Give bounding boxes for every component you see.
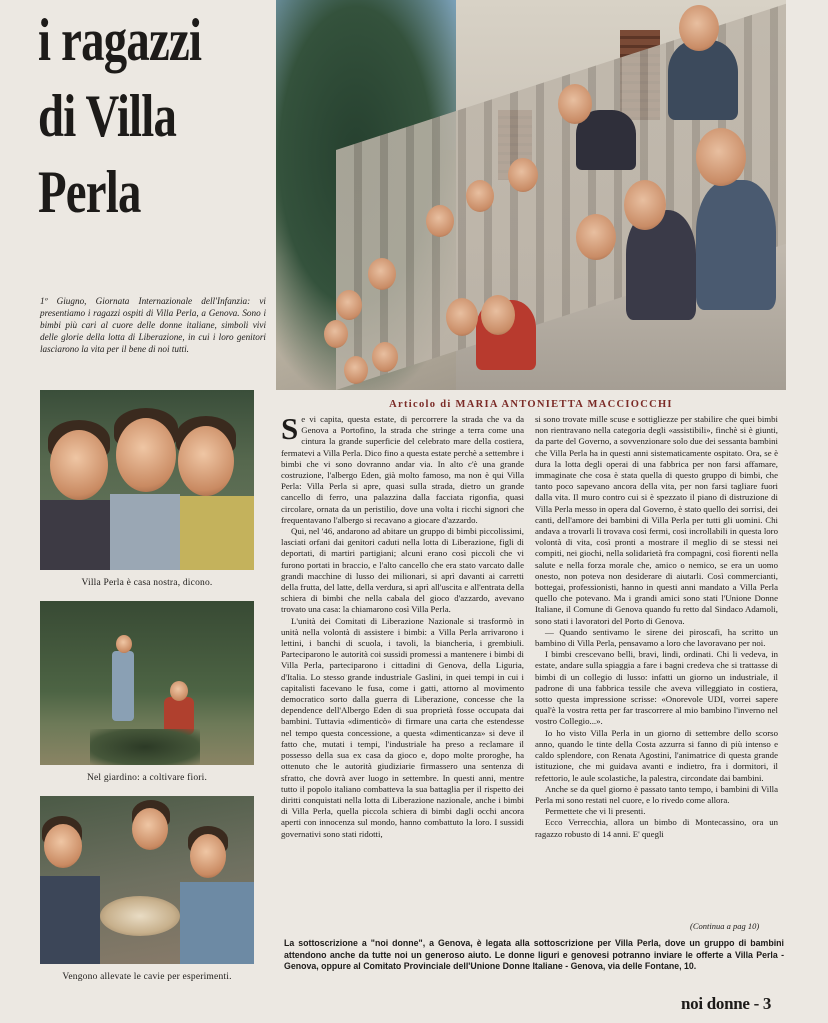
caption-photo-1: Villa Perla è casa nostra, dicono. <box>81 578 213 588</box>
headline-line-3: Perla <box>38 159 141 225</box>
continued-note: (Continua a pag 10) <box>690 921 760 931</box>
headline <box>38 2 217 230</box>
hero-photo-children-on-balcony <box>276 0 786 390</box>
article-paragraph: L'unità dei Comitati di Liberazione Nazionale si trasformò in unità nella volontà di assistere i bimbi: a Villa Perla arrivarono i lettini, i banchi di scuola, i tavoli, la biancheria, i grembiuli. Parteciparono le autorità coi sussidi promessi a mantenere i bimbi di Villa Perla, parteciparono i cittadini di Genova, della Liguria, d'Italia. Lo stesso grande industriale Gaslini, in quei tempi in cui i capitalisti facevano le fusa, come i gatti, attorno al movimento democratico sorto dalla guerra di Liberazione, concesse che la dependence dell'Albergo Eden di sua proprietà fosse occupata dai bambini. Tuttavia «dimenticò» di firmare una carta che estendesse nel tempo questa concessione, a questa «dimenticanza» si deve il fatto che, mutati i tempi, l'industriale ha preso a reclamare il possesso della sua ex casa da gioco e, dopo molte proroghe, ha ottenuto che le autorità giudiziarie firmassero una sentenza di sfratto, che dovrà aver luogo in settembre. In questi anni, mentre tutto il popolo italiano combatteva la sua battaglia per il rispetto dei diritti conquistati nella lotta di Liberazione nazionale, anche i bimbi di Villa Perla, quella piccola schiera di bimbi dagli occhi ancora aperti con innocenza sul mondo, hanno combattuto la loro. I sussidi governativi sono stati ridotti, <box>281 615 524 839</box>
article-paragraph: I bimbi crescevano belli, bravi, lindi, ordinati. Chi li vedeva, in estate, andare sulla spiaggia a fare i bagni credeva che si trattasse di bimbi di un collegio di lusso: infatti un giorno un industriale, il padrone di una fabbrica tessile che aveva villeggiato in costiera, sotto questa impressione scrisse: «Onorevole UDI, vorrei sapere qual'è la vostra retta per far trascorrere al mio bambino l'inverno nel vostro Collegio...». <box>535 649 778 727</box>
headline-line-1: i ragazzi <box>38 7 202 73</box>
article-paragraph: Ecco Verrecchia, allora un bimbo di Montecassino, ora un ragazzo robusto di 14 anni. E' quegli <box>535 817 778 839</box>
article-paragraph: e vi capita, questa estate, di percorrere la strada che va da Genova a Portofino, la strada che stringe a terra come una cintura la grande superficie del celebrato mare della costiera, fermatevi a Villa Perla. Dico fino a questa estate perchè a settembre i bimbi che vi sono dovranno andar via. In alto c'è una grande costruzione, l'albergo Eden, già molto famoso, ma non è qui Villa Perla: Villa Perla si apre, quasi sulla strada, dietro un grande cancello di ferro, una palazzina dalla facciata rigonfia, quasi circolare, ornata da un peristilio, dove una volta i ricchi signori che frequentavano l'albergo si recavano a giocare d'azzardo. <box>281 414 524 525</box>
byline: Articolo di MARIA ANTONIETTA MACCIOCCHI <box>389 399 673 410</box>
caption-photo-3: Vengono allevate le cavie per esperimenti. <box>62 972 232 982</box>
article-paragraph: Anche se da quel giorno è passato tanto tempo, i bambini di Villa Perla mi sono restati nel cuore, e lo rivedo come allora. <box>535 783 778 805</box>
article-paragraph: Permettete che vi li presenti. <box>545 806 646 817</box>
article-paragraph: si sono trovate mille scuse e sottigliezze per stabilire che quei bimbi non rientravano nella categoria degli «assistibili», finchè si è giunti, da parte del Governo, a sovvenzionare solo due dei sessanta bambini che Villa Perla ha in questi anni sistematicamente ospitato. Ora, se è dura la lotta degli operai di una fabbrica per non farsi affamare, immaginate che cosa è stata quella di questo gruppo di bimbi, che tanto poco sapevano ancora della vita, per non farsi tagliare fuori dalla vita. Il muro contro cui si è spezzato il piano di distruzione di Villa Perla messo in opera dal Governo, è stato quello dei sorrisi, dei canti, dell'amore dei bambini di Villa Perla per tutti gli uomini. Chi andava a trovarli li trovava così fermi, così incrollabili in questa loro volontà di vita, così pronti a mostrare il meglio di se stessi nei compiti, nei giochi, nella solidarietà fra compagni, così fiorenti nella salute e nella forza morale che, amico o nemico, se era un uomo onesto, non poteva non desiderare di aiutarli. Così commercianti, bottegai, professionisti, hanno in questi anni mandato a Villa Perla quello che potevano. Ma i grandi amici sono stati l'Unione Donne Italiane, il Comune di Genova quando fu retto dal Sindaco Adamoli, sono stati i lavoratori del Porto di Genova. <box>535 414 778 626</box>
article-paragraph: — Quando sentivamo le sirene dei piroscafi, ha scritto un bambino di Villa Perla, pensavamo a loro che lavoravano per noi. <box>535 626 778 649</box>
page-folio: noi donne - 3 <box>681 994 772 1013</box>
photo-garden <box>40 601 254 765</box>
headline-line-2: di Villa <box>38 83 177 149</box>
article-paragraph: Qui, nel '46, andarono ad abitare un gruppo di bimbi piccolissimi, lasciati orfani dai genitori caduti nella lotta di Liberazione, figli di deportati, di martiri partigiani; alcuni erano così piccoli che vi furono portati in braccio, e l'alto cancello che era stato varcato dalle grandi macchine di lusso dei milionari, si aprì davanti ai carretti della frutta, del latte, della verdura, si aprì all'uscita e all'entrata della schiera di bimbi che nella cabala del gioco d'azzardo, avevano trovato una casa: la chiamarono così Villa Perla. <box>281 526 524 615</box>
drop-cap: S <box>281 411 299 446</box>
article-column-2 <box>535 414 778 924</box>
photo-guinea-pigs <box>40 796 254 964</box>
intro-text: 1º Giugno, Giornata Internazionale dell'Infanzia: vi presentiamo i ragazzi ospiti di Villa Perla, a Genova. Sono i bimbi più cari al cuore delle donne italiane, simboli vivi delle glorie della lotta di Liberazione, in cui i loro genitori lasciarono la vita per il bene di noi tutti. <box>40 296 266 355</box>
article-column-1 <box>281 411 524 948</box>
photo-three-boys <box>40 390 254 570</box>
caption-photo-2: Nel giardino: a coltivare fiori. <box>86 773 208 783</box>
article-paragraph: Io ho visto Villa Perla in un giorno di settembre dello scorso anno, quando le tinte della Costa azzurra si fanno di più intenso e caldo splendore, con Renata Agostini, l'animatrice di questa grande istituzione, che mi guidava avanti e indietro, fra i dormitori, il refettorio, le aule scolastiche, la palestra, circondate dai bambini. <box>535 727 778 783</box>
subscription-notice: La sottoscrizione a "noi donne", a Genova, è legata alla sottoscrizione per Villa Perla, dove un gruppo di bambini attendono anche da tutte noi un generoso aiuto. Le donne liguri e genovesi potranno inviare le offerte a Villa Perla - Genova, oppure al Comitato Provinciale dell'Unione Donne Italiane - Genova, via delle Fontane, 10. <box>284 938 784 972</box>
